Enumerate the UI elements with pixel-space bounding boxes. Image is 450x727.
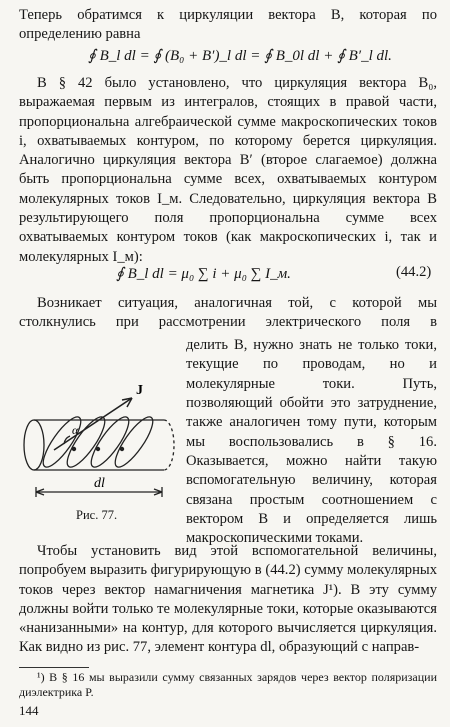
cylinder-left-cap bbox=[24, 420, 44, 470]
paragraph-section-42: В § 42 было установлено, что циркуляция вектора B₀, выражаемая первым из интегралов, стоящих в правой части, пропорциональна алгебраической сумме макроскопических токов i, охватываемых контуром, по которому берется циркуляция. Аналогично циркуляция вектора B′ (второе слагаемое) должна быть пропорциональна сумме всех, охватываемых контуром молекулярных токов I_м. Следовательно, циркуляция вектора B результирующего поля пропорциональна сумме всех охватываемых контуром токов (как макроскопических i, так и молекулярных I_м): bbox=[19, 75, 437, 265]
paragraph-auxiliary-quantity: Чтобы установить вид этой вспомогательной величины, попробуем выразить фигурирующую в (44.2) сумму молекулярных токов через вектор намагничения магнетика J¹). В эту сумму должны войти только те молекулярные токи, которые оказываются «нанизанными» на контур, для которого вычисляется циркуляция. Как видно из рис. 77, элемент контура dl, образующий с направ- bbox=[19, 543, 437, 656]
label-dl: dl bbox=[94, 476, 105, 491]
paragraph-intro: Теперь обратимся к циркуляции вектора B, которая по определению равна bbox=[19, 7, 437, 43]
label-alpha: α bbox=[72, 423, 79, 437]
cylinder-right-cap bbox=[164, 420, 174, 470]
footnote-divider bbox=[19, 667, 89, 668]
footnote: ¹) В § 16 мы выразили сумму связанных зарядов через вектор поляризации диэлектрика P. bbox=[19, 670, 437, 699]
figure-caption: Рис. 77. bbox=[76, 508, 118, 522]
label-J: J bbox=[136, 383, 143, 398]
arrow-head bbox=[122, 398, 132, 407]
figure-77 bbox=[14, 370, 184, 500]
equation-circulation: ∮ B_l dl = ∮ (B₀ + B′)_l dl = ∮ B_0l dl + ∮ B′_l dl. bbox=[88, 48, 392, 64]
paragraph-situation: Возникает ситуация, аналогичная той, с которой мы столкнулись при рассмотрении электрического поля в bbox=[19, 295, 437, 331]
equation-number: (44.2) bbox=[396, 264, 432, 280]
equation-44-2: ∮ B_l dl = μ₀ ∑ i + μ₀ ∑ I_м. bbox=[116, 266, 291, 282]
page-number: 144 bbox=[19, 703, 39, 718]
paragraph-situation-continued: делить B, нужно знать не только токи, текущие по проводам, но и молекулярные токи. Путь, позволяющий обойти это затруднение, также аналогичен тому пути, которым мы воспользовались в § 16. Оказывается, можно найти такую вспомогательную величину, которая связана простым соотношением с вектором B и определяется лишь макроскопическими токами. bbox=[186, 337, 437, 547]
